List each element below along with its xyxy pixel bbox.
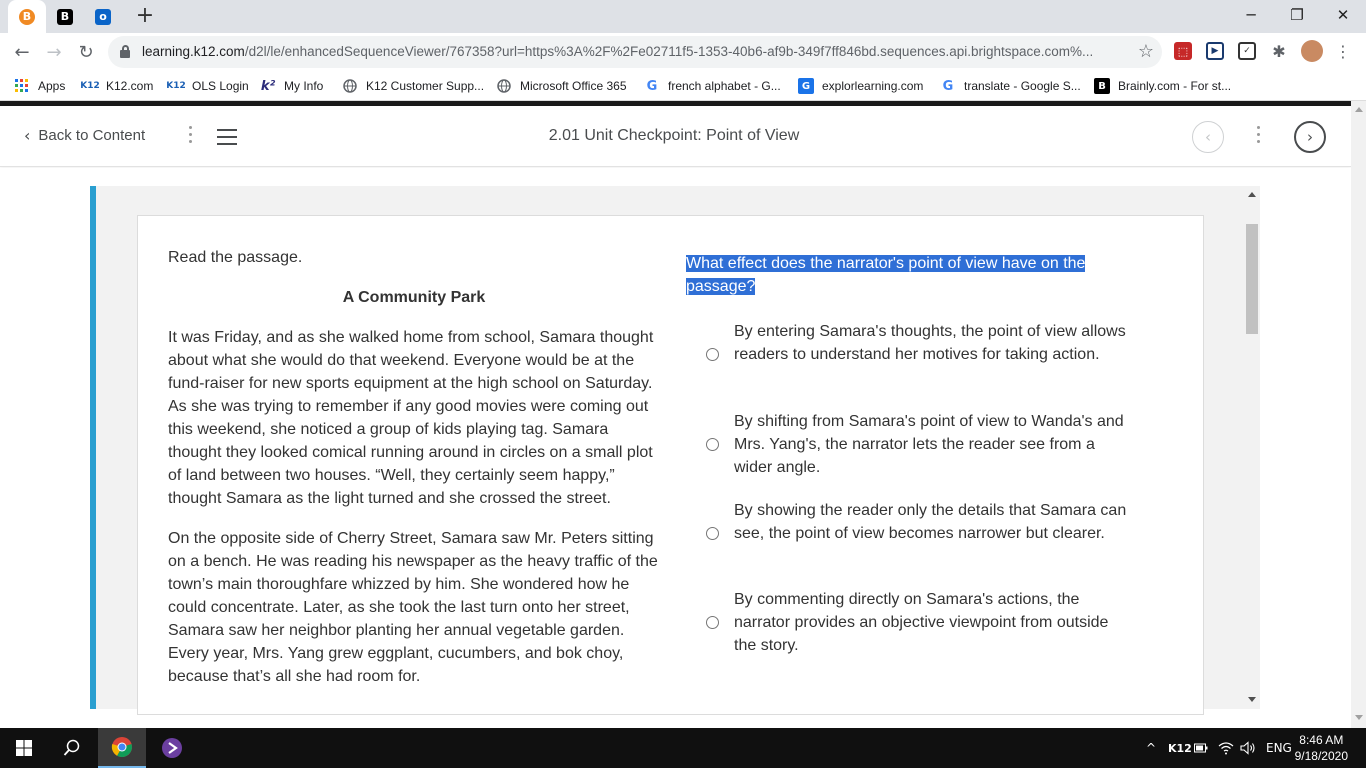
google-icon: G — [942, 78, 954, 94]
k12-tray-icon[interactable]: K12 — [1168, 741, 1192, 755]
bookmark-label: explorlearning.com — [822, 79, 924, 93]
question-prompt — [686, 252, 1126, 298]
bookmark-office-365[interactable] — [496, 77, 627, 95]
k12-script-icon: k² — [260, 78, 276, 94]
close-window-button[interactable]: ✕ — [1336, 6, 1350, 24]
back-to-content-label: Back to Content — [38, 127, 146, 144]
app-taskbar-icon[interactable] — [148, 728, 196, 768]
page-scrollbar[interactable] — [1351, 101, 1366, 728]
previous-button[interactable] — [1192, 121, 1224, 153]
bookmark-label: Microsoft Office 365 — [520, 79, 627, 93]
browser-tab-2[interactable] — [46, 0, 84, 33]
url-path: /d2l/le/enhancedSequenceViewer/767358?url=https%3A%2F%2Fe02711f5-1353-40b6-af9b-349f7ff846bd.sequences.api.brightspace.com%... — [244, 44, 1094, 59]
language-indicator[interactable]: ENG — [1266, 741, 1292, 755]
windows-start-icon[interactable] — [0, 728, 48, 768]
show-hidden-icons[interactable] — [1146, 728, 1156, 768]
page-title: 2.01 Unit Checkpoint: Point of View — [548, 127, 800, 144]
bookmark-label: K12 Customer Supp... — [366, 79, 485, 93]
chevron-left-icon: ‹ — [1205, 128, 1211, 146]
scroll-up-icon[interactable] — [1248, 192, 1256, 197]
apps-grid-icon — [14, 78, 30, 94]
chevron-right-icon: › — [1307, 128, 1313, 146]
scroll-down-icon[interactable] — [1248, 697, 1256, 702]
vertical-divider-dots — [1256, 126, 1260, 150]
bookmark-label: Apps — [38, 79, 66, 93]
browser-tab-3[interactable] — [84, 0, 122, 33]
lock-icon — [120, 45, 130, 58]
bookmark-ols-login[interactable] — [166, 77, 249, 95]
google-icon: G — [646, 78, 658, 94]
address-bar[interactable] — [108, 36, 1162, 68]
globe-icon — [496, 78, 512, 94]
bookmark-label: Brainly.com - For st... — [1118, 79, 1232, 93]
wifi-icon[interactable] — [1218, 728, 1234, 768]
chevron-left-icon: ‹ — [24, 126, 31, 145]
bookmark-my-info[interactable] — [260, 77, 323, 95]
new-tab-button[interactable]: + — [135, 3, 155, 28]
clock-time: 8:46 AM — [1299, 733, 1344, 747]
scrollbar-thumb[interactable] — [1246, 224, 1258, 334]
bookmark-brainly[interactable] — [1094, 77, 1231, 95]
clock-date: 9/18/2020 — [1294, 749, 1348, 763]
answer-text: By showing the reader only the details that Samara can see, the point of view becomes narrower but clearer. — [734, 502, 1127, 542]
bookmark-label: K12.com — [106, 79, 154, 93]
bookmark-french-alphabet[interactable] — [644, 77, 781, 95]
windows-taskbar — [0, 728, 1366, 768]
reload-icon[interactable]: ↻ — [78, 41, 94, 63]
outlook-icon: o — [95, 9, 111, 25]
bookmark-translate[interactable] — [940, 77, 1081, 95]
extensions-puzzle-icon[interactable]: ✱ — [1272, 41, 1286, 61]
browser-toolbar — [0, 33, 1366, 71]
url-host: learning.k12.com — [142, 44, 245, 59]
bookmark-explorlearning[interactable] — [798, 77, 923, 95]
question-text: What effect does the narrator's point of view have on the passage? — [686, 255, 1086, 295]
bookmarks-bar — [0, 71, 1366, 101]
google-g-blue-icon: G — [798, 78, 814, 94]
chrome-taskbar-icon[interactable] — [98, 728, 146, 768]
bookmark-star-icon[interactable]: ☆ — [1137, 41, 1154, 62]
back-to-content-link[interactable] — [24, 126, 145, 145]
passage-title: A Community Park — [342, 289, 486, 306]
browser-tab-1[interactable] — [8, 0, 46, 33]
minimize-button[interactable]: ─ — [1246, 6, 1256, 24]
next-button[interactable] — [1294, 121, 1326, 153]
scroll-up-icon[interactable] — [1355, 107, 1363, 112]
restore-button[interactable]: ❐ — [1290, 6, 1304, 24]
bookmark-k12-support[interactable] — [342, 77, 484, 95]
brainly-black-icon: B — [57, 9, 73, 25]
scroll-down-icon[interactable] — [1355, 715, 1363, 720]
forward-arrow-icon[interactable]: → — [46, 41, 62, 63]
url-text[interactable] — [142, 44, 1132, 59]
content-header — [0, 106, 1351, 167]
bookmark-apps[interactable] — [14, 77, 65, 95]
passage-paragraph: It was Friday, and as she walked home from school, Samara thought about what she would do that weekend. Everyone would be at the fund-raiser for new sports equipment at the high school on Saturday. As she was trying to remember if any good movies were coming out this weekend, she noticed a group of kids playing tag. Samara thought they looked comical running around in circles on a small plot of land between two houses. “Well, they certainly seem happy,” thought Samara as the light turned and she crossed the street. — [168, 329, 654, 507]
browser-menu-icon[interactable]: ⋮ — [1335, 41, 1351, 61]
bookmark-label: translate - Google S... — [964, 79, 1081, 93]
battery-icon[interactable] — [1194, 728, 1208, 768]
radio-button[interactable] — [706, 438, 719, 451]
radio-button[interactable] — [706, 348, 719, 361]
search-icon[interactable] — [48, 728, 96, 768]
brainly-black-icon: B — [1094, 78, 1110, 94]
answer-text: By entering Samara's thoughts, the point of view allows readers to understand her motives for taking action. — [734, 323, 1126, 363]
vertical-divider-dots — [188, 126, 192, 150]
answer-text: By commenting directly on Samara's actions, the narrator provides an objective viewpoint from outside the story. — [734, 591, 1109, 654]
video-extension-icon[interactable]: ▶ — [1206, 42, 1224, 60]
content-scrollbar[interactable] — [1244, 186, 1260, 709]
system-clock[interactable] — [1295, 732, 1348, 764]
radio-button[interactable] — [706, 527, 719, 540]
pocket-extension-icon[interactable]: ✓ — [1238, 42, 1256, 60]
volume-icon[interactable] — [1240, 728, 1256, 768]
bookmark-k12[interactable] — [80, 77, 153, 95]
back-arrow-icon[interactable]: ← — [14, 41, 30, 63]
answer-text: By shifting from Samara's point of view to Wanda's and Mrs. Yang's, the narrator lets the reader see from a wider angle. — [734, 413, 1124, 476]
chevron-up-icon: ^ — [1146, 741, 1157, 755]
bookmark-label: french alphabet - G... — [668, 79, 781, 93]
passage-paragraph: On the opposite side of Cherry Street, Samara saw Mr. Peters sitting on a bench. He was reading his newspaper as the heavy traffic of the town’s main thoroughfare whizzed by him. She wondered how he could concentrate. Later, as she took the last turn onto her street, Samara saw her neighbor planting her annual vegetable garden. Every year, Mrs. Yang grew eggplant, cucumbers, and bok choy, because that’s all she had room for. — [168, 530, 658, 685]
radio-button[interactable] — [706, 616, 719, 629]
k12-icon: K12 — [80, 81, 100, 91]
bookmark-label: My Info — [284, 79, 324, 93]
reading-passage — [168, 246, 660, 705]
pdf-extension-icon[interactable]: ⬚ — [1174, 42, 1192, 60]
brainly-orange-icon: B — [19, 9, 35, 25]
profile-avatar[interactable] — [1301, 40, 1323, 62]
hamburger-menu-icon[interactable] — [217, 129, 237, 145]
bookmark-label: OLS Login — [192, 79, 249, 93]
tab-strip — [0, 0, 1366, 33]
globe-icon — [342, 78, 358, 94]
k12-icon: K12 — [166, 81, 186, 91]
passage-intro: Read the passage. — [168, 249, 303, 266]
